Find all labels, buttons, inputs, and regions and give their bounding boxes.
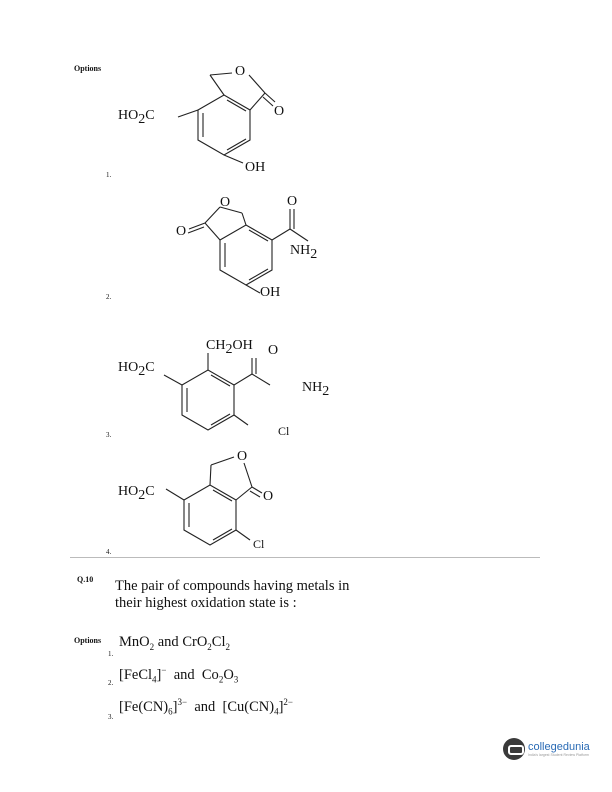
structure-1 — [110, 55, 310, 175]
s3-cl: Cl — [278, 424, 290, 438]
structure-4 — [110, 445, 310, 553]
question-line-2: their highest oxidation state is : — [115, 595, 297, 611]
s4-ho2c: HO — [118, 484, 139, 499]
s4-o-ring: O — [237, 449, 248, 464]
logo-name: collegedunia — [528, 741, 590, 753]
option-number-4: 4. — [106, 548, 112, 556]
answer-options-heading: Options — [74, 636, 102, 645]
s1-ho2c: HO — [118, 108, 139, 123]
svg-text:HO2C: HO2C — [118, 484, 155, 503]
question-line-1: The pair of compounds having metals in — [115, 578, 350, 594]
s2-o-ring: O — [220, 195, 231, 210]
s1-oh: OH — [245, 160, 266, 175]
options-heading: Options — [74, 64, 102, 73]
svg-text:CH2OH: CH2OH — [206, 338, 253, 357]
s1-o-carbonyl: O — [274, 104, 285, 119]
answer-option-2: [FeCl$_4$]− and $Co_2O_3$ — [119, 665, 239, 685]
graduate-icon — [503, 738, 525, 760]
option-number-3: 3. — [106, 431, 112, 439]
collegedunia-logo — [503, 738, 590, 760]
svg-text:NH2: NH2 — [290, 243, 318, 262]
s4-o-carbonyl: O — [263, 489, 274, 504]
answer-number-1: 1. — [108, 650, 114, 658]
s3-ho2c: HO — [118, 360, 139, 375]
svg-text:HO2C: HO2C — [118, 360, 155, 379]
s3-ch2oh: CH — [206, 338, 226, 353]
s2-o-amide: O — [287, 194, 298, 209]
section-divider — [70, 557, 540, 558]
answer-option-1: MnO$_2$ and $CrO_2Cl_2$ — [119, 634, 230, 652]
answer-number-2: 2. — [108, 679, 114, 687]
svg-text:NH2: NH2 — [302, 380, 330, 399]
answer-option-3: $[Fe(CN)_6]^{3-}$ and $[Cu(CN)_4]^{2-}$ — [119, 697, 293, 717]
s2-nh2: NH — [290, 243, 311, 258]
s2-o-carbonyl: O — [176, 224, 187, 239]
s3-o-amide: O — [268, 343, 279, 358]
structure-2 — [110, 185, 350, 305]
question-text — [115, 578, 349, 612]
logo-tagline: India's largest Student Review Platform — [528, 753, 589, 757]
option-number-1: 1. — [106, 171, 112, 179]
s4-cl: Cl — [253, 537, 265, 551]
s1-o-ring: O — [235, 64, 246, 79]
structure-3 — [110, 325, 350, 440]
answer-number-3: 3. — [108, 713, 114, 721]
svg-text:HO2C: HO2C — [118, 108, 155, 127]
s3-nh2: NH — [302, 380, 323, 395]
question-number: Q.10 — [77, 575, 94, 584]
s2-oh: OH — [260, 285, 281, 300]
option-number-2: 2. — [106, 293, 112, 301]
